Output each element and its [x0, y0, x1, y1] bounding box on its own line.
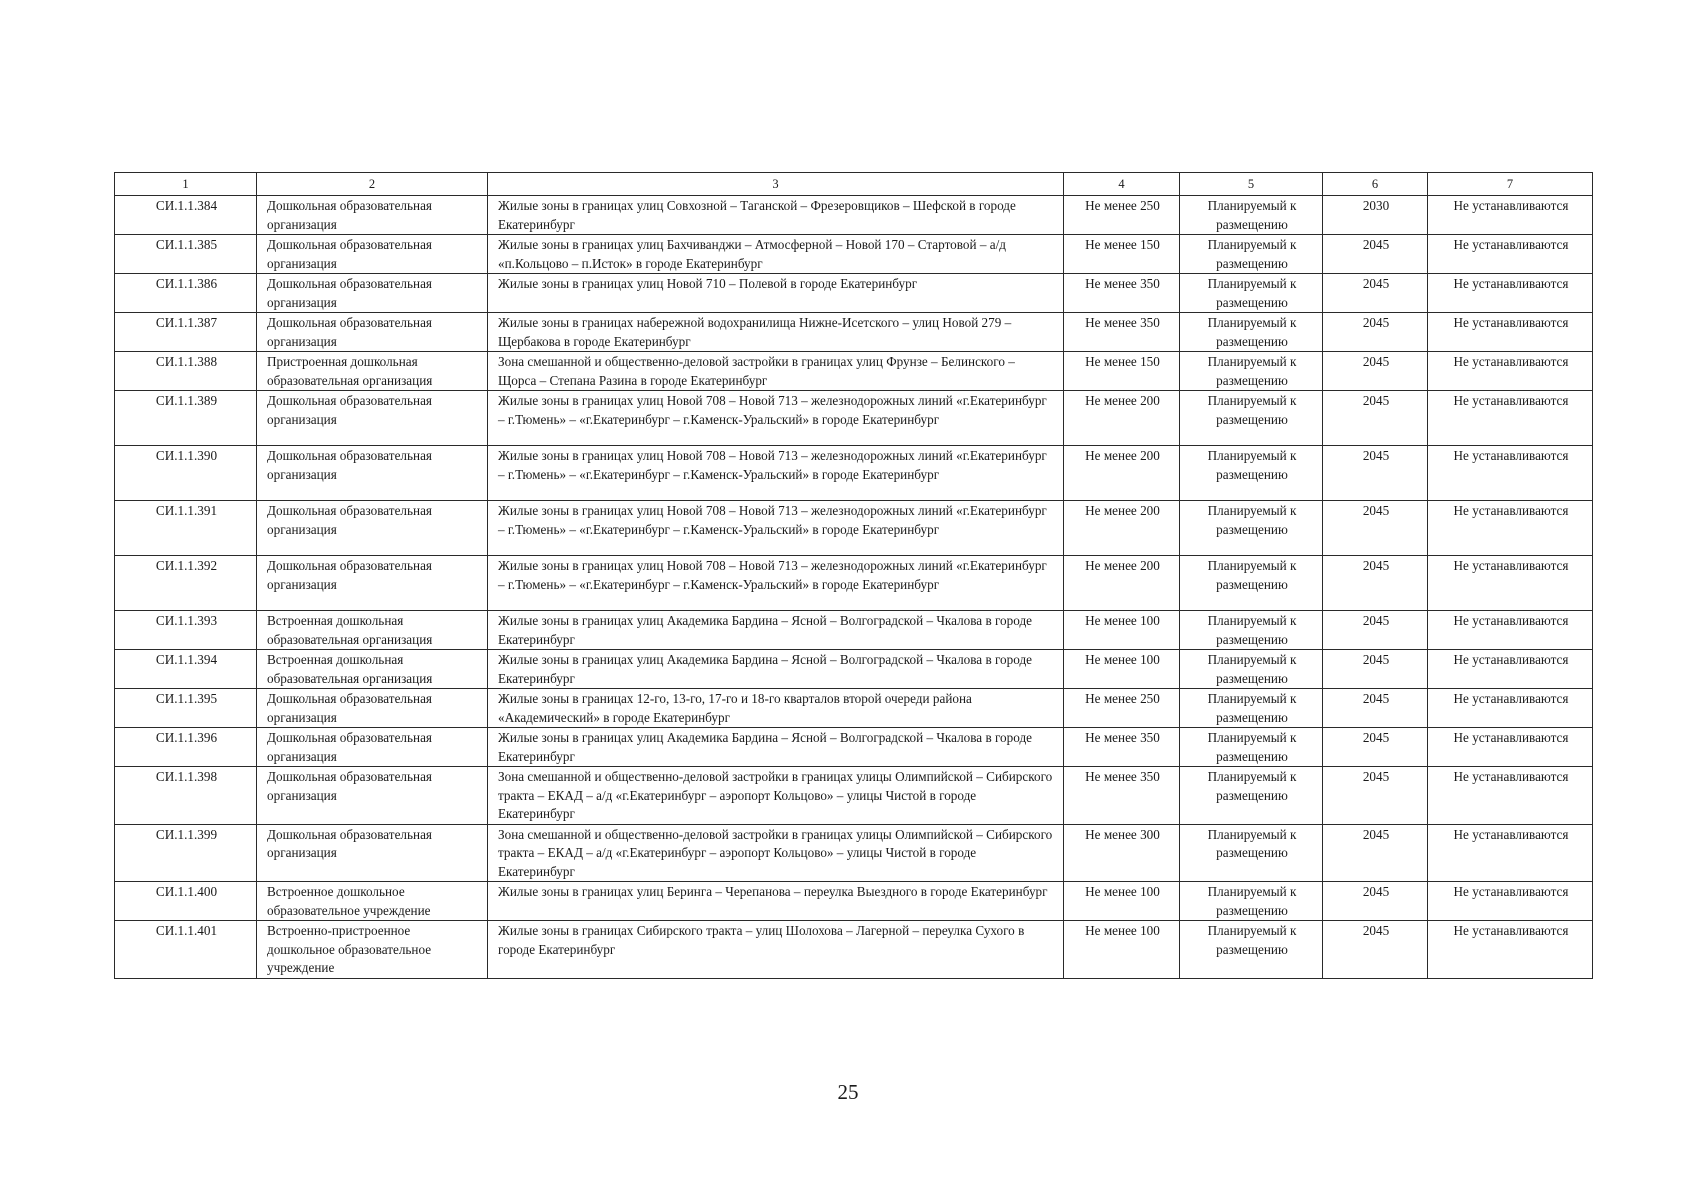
cell-zones: Не устанавливаются — [1428, 352, 1593, 391]
cell-capacity: Не менее 200 — [1064, 556, 1180, 611]
cell-zones: Не устанавливаются — [1428, 728, 1593, 767]
cell-zones: Не устанавливаются — [1428, 274, 1593, 313]
cell-year: 2045 — [1323, 882, 1428, 921]
cell-number: СИ.1.1.388 — [115, 352, 257, 391]
cell-status: Планируемый к размещению — [1180, 235, 1323, 274]
cell-location: Зона смешанной и общественно-деловой застройки в границах улицы Олимпийской – Сибирского тракта – ЕКАД – а/д «г.Екатеринбург – аэропорт Кольцово» – улицы Чистой в городе Екатеринбург — [488, 767, 1064, 825]
table-row — [115, 689, 1593, 728]
cell-number: СИ.1.1.398 — [115, 767, 257, 825]
table-row — [115, 556, 1593, 611]
table-row — [115, 274, 1593, 313]
cell-capacity: Не менее 150 — [1064, 352, 1180, 391]
cell-year: 2045 — [1323, 501, 1428, 556]
cell-number: СИ.1.1.401 — [115, 921, 257, 979]
cell-number: СИ.1.1.399 — [115, 824, 257, 882]
cell-facility-type: Дошкольная образовательная организация — [257, 728, 488, 767]
table-row — [115, 235, 1593, 274]
table-row — [115, 391, 1593, 446]
cell-capacity: Не менее 350 — [1064, 728, 1180, 767]
cell-status: Планируемый к размещению — [1180, 556, 1323, 611]
table-row — [115, 728, 1593, 767]
cell-facility-type: Дошкольная образовательная организация — [257, 501, 488, 556]
cell-year: 2045 — [1323, 767, 1428, 825]
cell-capacity: Не менее 100 — [1064, 650, 1180, 689]
cell-capacity: Не менее 350 — [1064, 767, 1180, 825]
cell-status: Планируемый к размещению — [1180, 921, 1323, 979]
cell-status: Планируемый к размещению — [1180, 882, 1323, 921]
cell-location: Жилые зоны в границах Сибирского тракта – улиц Шолохова – Лагерной – переулка Сухого в городе Екатеринбург — [488, 921, 1064, 979]
cell-capacity: Не менее 250 — [1064, 196, 1180, 235]
cell-facility-type: Дошкольная образовательная организация — [257, 556, 488, 611]
cell-facility-type: Встроенная дошкольная образовательная организация — [257, 650, 488, 689]
cell-facility-type: Встроенная дошкольная образовательная организация — [257, 611, 488, 650]
cell-location: Жилые зоны в границах улиц Беринга – Черепанова – переулка Выездного в городе Екатеринбург — [488, 882, 1064, 921]
cell-year: 2030 — [1323, 196, 1428, 235]
cell-location: Жилые зоны в границах улиц Новой 708 – Новой 713 – железнодорожных линий «г.Екатеринбург – г.Тюмень» – «г.Екатеринбург – г.Каменск-Уральский» в городе Екатеринбург — [488, 391, 1064, 446]
table-row — [115, 501, 1593, 556]
cell-number: СИ.1.1.393 — [115, 611, 257, 650]
cell-year: 2045 — [1323, 650, 1428, 689]
cell-year: 2045 — [1323, 235, 1428, 274]
column-header: 6 — [1323, 173, 1428, 196]
cell-year: 2045 — [1323, 689, 1428, 728]
cell-zones: Не устанавливаются — [1428, 824, 1593, 882]
cell-facility-type: Дошкольная образовательная организация — [257, 824, 488, 882]
cell-number: СИ.1.1.400 — [115, 882, 257, 921]
cell-zones: Не устанавливаются — [1428, 882, 1593, 921]
cell-year: 2045 — [1323, 274, 1428, 313]
cell-zones: Не устанавливаются — [1428, 501, 1593, 556]
cell-number: СИ.1.1.387 — [115, 313, 257, 352]
cell-status: Планируемый к размещению — [1180, 274, 1323, 313]
cell-facility-type: Дошкольная образовательная организация — [257, 767, 488, 825]
cell-location: Зона смешанной и общественно-деловой застройки в границах улицы Олимпийской – Сибирского тракта – ЕКАД – а/д «г.Екатеринбург – аэропорт Кольцово» – улицы Чистой в городе Екатеринбург — [488, 824, 1064, 882]
cell-zones: Не устанавливаются — [1428, 446, 1593, 501]
cell-year: 2045 — [1323, 446, 1428, 501]
table-row — [115, 196, 1593, 235]
cell-facility-type: Встроенное дошкольное образовательное учреждение — [257, 882, 488, 921]
cell-number: СИ.1.1.392 — [115, 556, 257, 611]
column-header: 4 — [1064, 173, 1180, 196]
column-header: 7 — [1428, 173, 1593, 196]
cell-status: Планируемый к размещению — [1180, 196, 1323, 235]
cell-capacity: Не менее 300 — [1064, 824, 1180, 882]
table-row — [115, 921, 1593, 979]
cell-capacity: Не менее 200 — [1064, 391, 1180, 446]
cell-zones: Не устанавливаются — [1428, 313, 1593, 352]
cell-facility-type: Дошкольная образовательная организация — [257, 313, 488, 352]
cell-capacity: Не менее 200 — [1064, 446, 1180, 501]
cell-zones: Не устанавливаются — [1428, 611, 1593, 650]
cell-zones: Не устанавливаются — [1428, 921, 1593, 979]
cell-number: СИ.1.1.396 — [115, 728, 257, 767]
cell-year: 2045 — [1323, 352, 1428, 391]
cell-facility-type: Пристроенная дошкольная образовательная организация — [257, 352, 488, 391]
cell-year: 2045 — [1323, 556, 1428, 611]
cell-location: Жилые зоны в границах 12-го, 13-го, 17-го и 18-го кварталов второй очереди района «Академический» в городе Екатеринбург — [488, 689, 1064, 728]
cell-zones: Не устанавливаются — [1428, 650, 1593, 689]
cell-zones: Не устанавливаются — [1428, 767, 1593, 825]
cell-zones: Не устанавливаются — [1428, 235, 1593, 274]
cell-location: Жилые зоны в границах улиц Новой 710 – Полевой в городе Екатеринбург — [488, 274, 1064, 313]
cell-number: СИ.1.1.389 — [115, 391, 257, 446]
cell-year: 2045 — [1323, 611, 1428, 650]
table-row — [115, 650, 1593, 689]
cell-status: Планируемый к размещению — [1180, 650, 1323, 689]
cell-capacity: Не менее 250 — [1064, 689, 1180, 728]
cell-capacity: Не менее 100 — [1064, 921, 1180, 979]
column-header: 2 — [257, 173, 488, 196]
cell-location: Жилые зоны в границах улиц Новой 708 – Новой 713 – железнодорожных линий «г.Екатеринбург – г.Тюмень» – «г.Екатеринбург – г.Каменск-Уральский» в городе Екатеринбург — [488, 501, 1064, 556]
cell-location: Жилые зоны в границах набережной водохранилища Нижне-Исетского – улиц Новой 279 – Щербакова в городе Екатеринбург — [488, 313, 1064, 352]
cell-facility-type: Дошкольная образовательная организация — [257, 235, 488, 274]
cell-status: Планируемый к размещению — [1180, 824, 1323, 882]
cell-location: Зона смешанной и общественно-деловой застройки в границах улиц Фрунзе – Белинского – Щорса – Степана Разина в городе Екатеринбург — [488, 352, 1064, 391]
table-body — [115, 196, 1593, 979]
cell-capacity: Не менее 100 — [1064, 882, 1180, 921]
cell-zones: Не устанавливаются — [1428, 391, 1593, 446]
cell-facility-type: Встроенно-пристроенное дошкольное образовательное учреждение — [257, 921, 488, 979]
cell-capacity: Не менее 150 — [1064, 235, 1180, 274]
cell-status: Планируемый к размещению — [1180, 352, 1323, 391]
cell-year: 2045 — [1323, 824, 1428, 882]
facilities-table — [114, 172, 1593, 979]
cell-facility-type: Дошкольная образовательная организация — [257, 689, 488, 728]
cell-zones: Не устанавливаются — [1428, 556, 1593, 611]
cell-status: Планируемый к размещению — [1180, 611, 1323, 650]
cell-year: 2045 — [1323, 313, 1428, 352]
cell-number: СИ.1.1.394 — [115, 650, 257, 689]
cell-location: Жилые зоны в границах улиц Бахчиванджи – Атмосферной – Новой 170 – Стартовой – а/д «п.Кольцово – п.Исток» в городе Екатеринбург — [488, 235, 1064, 274]
cell-facility-type: Дошкольная образовательная организация — [257, 446, 488, 501]
cell-year: 2045 — [1323, 391, 1428, 446]
cell-location: Жилые зоны в границах улиц Академика Бардина – Ясной – Волгоградской – Чкалова в городе Екатеринбург — [488, 650, 1064, 689]
cell-status: Планируемый к размещению — [1180, 446, 1323, 501]
cell-location: Жилые зоны в границах улиц Академика Бардина – Ясной – Волгоградской – Чкалова в городе Екатеринбург — [488, 611, 1064, 650]
table-row — [115, 767, 1593, 825]
table-row — [115, 352, 1593, 391]
cell-capacity: Не менее 350 — [1064, 313, 1180, 352]
table-row — [115, 824, 1593, 882]
cell-status: Планируемый к размещению — [1180, 391, 1323, 446]
cell-location: Жилые зоны в границах улиц Новой 708 – Новой 713 – железнодорожных линий «г.Екатеринбург – г.Тюмень» – «г.Екатеринбург – г.Каменск-Уральский» в городе Екатеринбург — [488, 556, 1064, 611]
cell-number: СИ.1.1.395 — [115, 689, 257, 728]
column-header: 5 — [1180, 173, 1323, 196]
table-header-row — [115, 173, 1593, 196]
cell-status: Планируемый к размещению — [1180, 501, 1323, 556]
column-header: 1 — [115, 173, 257, 196]
table-row — [115, 446, 1593, 501]
cell-number: СИ.1.1.384 — [115, 196, 257, 235]
page-number: 25 — [837, 1080, 859, 1104]
table-row — [115, 313, 1593, 352]
cell-facility-type: Дошкольная образовательная организация — [257, 196, 488, 235]
cell-zones: Не устанавливаются — [1428, 689, 1593, 728]
cell-capacity: Не менее 350 — [1064, 274, 1180, 313]
table-row — [115, 882, 1593, 921]
cell-number: СИ.1.1.390 — [115, 446, 257, 501]
table-row — [115, 611, 1593, 650]
cell-location: Жилые зоны в границах улиц Академика Бардина – Ясной – Волгоградской – Чкалова в городе Екатеринбург — [488, 728, 1064, 767]
cell-number: СИ.1.1.391 — [115, 501, 257, 556]
cell-year: 2045 — [1323, 728, 1428, 767]
column-header: 3 — [488, 173, 1064, 196]
cell-capacity: Не менее 100 — [1064, 611, 1180, 650]
cell-number: СИ.1.1.385 — [115, 235, 257, 274]
cell-year: 2045 — [1323, 921, 1428, 979]
cell-status: Планируемый к размещению — [1180, 689, 1323, 728]
cell-number: СИ.1.1.386 — [115, 274, 257, 313]
cell-zones: Не устанавливаются — [1428, 196, 1593, 235]
cell-location: Жилые зоны в границах улиц Совхозной – Таганской – Фрезеровщиков – Шефской в городе Екатеринбург — [488, 196, 1064, 235]
cell-capacity: Не менее 200 — [1064, 501, 1180, 556]
cell-status: Планируемый к размещению — [1180, 313, 1323, 352]
cell-status: Планируемый к размещению — [1180, 728, 1323, 767]
cell-location: Жилые зоны в границах улиц Новой 708 – Новой 713 – железнодорожных линий «г.Екатеринбург – г.Тюмень» – «г.Екатеринбург – г.Каменск-Уральский» в городе Екатеринбург — [488, 446, 1064, 501]
cell-facility-type: Дошкольная образовательная организация — [257, 391, 488, 446]
cell-status: Планируемый к размещению — [1180, 767, 1323, 825]
cell-facility-type: Дошкольная образовательная организация — [257, 274, 488, 313]
